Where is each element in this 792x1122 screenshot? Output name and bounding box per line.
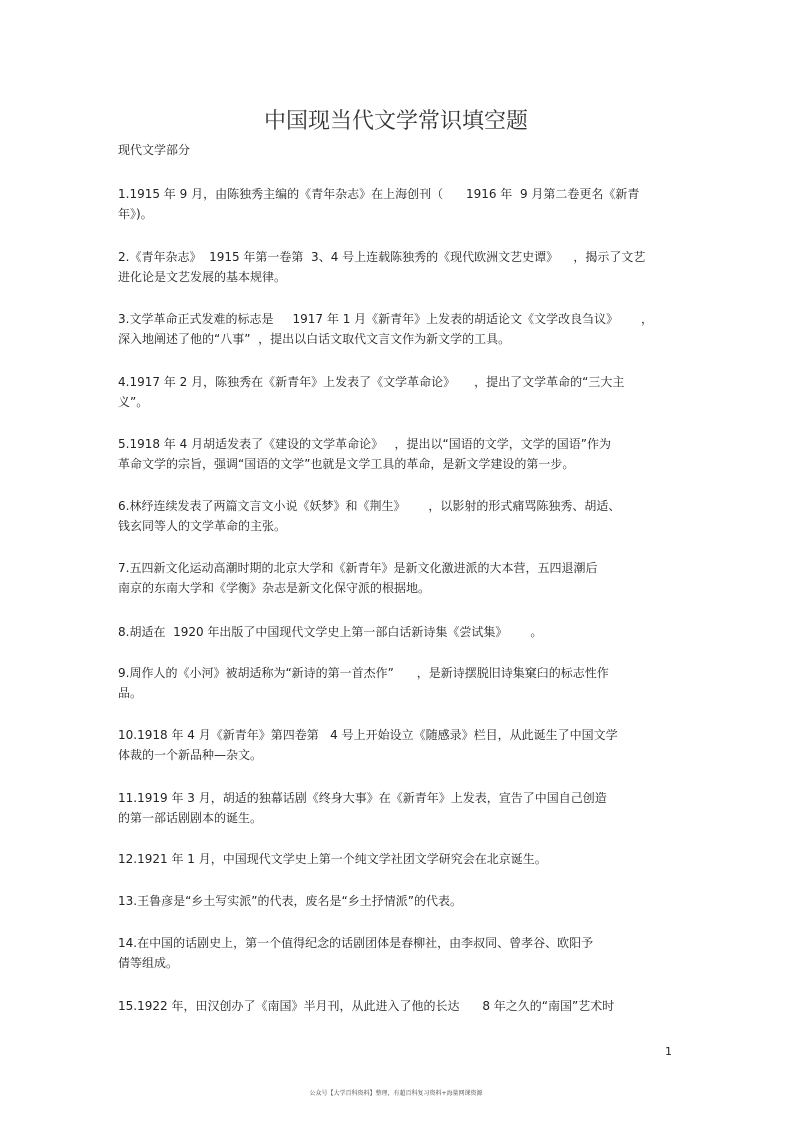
question-item bbox=[118, 496, 678, 536]
question-item bbox=[118, 725, 678, 765]
question-line: 10.1918 年 4 月《新青年》第四卷第 4 号上开始设立《随感录》栏目，从此诞生了中国文学 bbox=[118, 728, 618, 742]
question-line: 8.胡适在 1920 年出版了中国现代文学史上第一部白话新诗集《尝试集》 。 bbox=[118, 625, 543, 639]
question-item bbox=[118, 849, 678, 869]
question-line: 11.1919 年 3 月，胡适的独幕话剧《终身大事》在《新青年》上发表，宣告了中国自己创造 bbox=[118, 791, 607, 805]
question-line: 5.1918 年 4 月胡适发表了《建设的文学革命论》 ，提出以“国语的文学，文学的国语”作为 bbox=[118, 437, 611, 451]
question-line: 6.林纾连续发表了两篇文言文小说《妖梦》和《荆生》 ，以影射的形式痛骂陈独秀、胡适、 bbox=[118, 499, 621, 513]
question-line: 2.《青年杂志》 1915 年第一卷第 3、4 号上连载陈独秀的《现代欧洲文艺史谭》 ，揭示了文艺 bbox=[118, 250, 646, 264]
question-line: 深入地阐述了他的“八事” ，提出以白话文取代文言文作为新文学的工具。 bbox=[118, 332, 511, 346]
footer-note: 公众号【大学百科资料】整理，有超百科复习资料+海量网课资源 bbox=[309, 1090, 483, 1097]
question-item bbox=[118, 891, 678, 911]
question-line: 9.周作人的《小河》被胡适称为“新诗的第一首杰作” ，是新诗摆脱旧诗集窠臼的标志性作 bbox=[118, 666, 609, 680]
question-line: 4.1917 年 2 月，陈独秀在《新青年》上发表了《文学革命论》 ，提出了文学革命的“三大主 bbox=[118, 375, 625, 389]
page-number: 1 bbox=[665, 1045, 672, 1058]
question-item bbox=[118, 372, 678, 412]
question-line: 13.王鲁彦是“乡土写实派”的代表，废名是“乡土抒情派”的代表。 bbox=[118, 894, 462, 908]
question-line: 倩等组成。 bbox=[118, 956, 179, 970]
question-item bbox=[118, 663, 678, 703]
question-line: 革命文学的宗旨，强调“国语的文学”也就是文学工具的革命，是新文学建设的第一步。 bbox=[118, 457, 575, 471]
question-item bbox=[118, 558, 678, 598]
question-item bbox=[118, 184, 678, 224]
question-item bbox=[118, 434, 678, 474]
question-item bbox=[118, 247, 678, 287]
document-title: 中国现当代文学常识填空题 bbox=[263, 109, 528, 134]
question-line: 体裁的一个新品种—杂文。 bbox=[118, 748, 263, 762]
question-item bbox=[118, 788, 678, 828]
question-line: 进化论是文艺发展的基本规律。 bbox=[118, 270, 287, 284]
question-item bbox=[118, 622, 678, 642]
section-heading: 现代文学部分 bbox=[118, 143, 191, 157]
question-item bbox=[118, 309, 678, 349]
question-line: 15.1922 年，田汉创办了《南国》半月刊，从此进入了他的长达 8 年之久的“南国”艺术时 bbox=[118, 999, 615, 1013]
question-line: 品。 bbox=[118, 686, 143, 700]
question-line: 3.文学革命正式发难的标志是 1917 年 1 月《新青年》上发表的胡适论文《文学改良刍议》 ， bbox=[118, 312, 654, 326]
question-item bbox=[118, 933, 678, 973]
question-line: 义”。 bbox=[118, 395, 149, 409]
question-line: 12.1921 年 1 月，中国现代文学史上第一个纯文学社团文学研究会在北京诞生。 bbox=[118, 852, 547, 866]
question-line: 钱玄同等人的文学革命的主张。 bbox=[118, 519, 287, 533]
question-line: 14.在中国的话剧史上，第一个值得纪念的话剧团体是春柳社，由李叔同、曾孝谷、欧阳予 bbox=[118, 936, 594, 950]
question-line: 年》)。 bbox=[118, 207, 153, 221]
question-line: 的第一部话剧剧本的诞生。 bbox=[118, 811, 263, 825]
question-line: 1.1915 年 9 月，由陈独秀主编的《青年杂志》在上海创刊（ 1916 年 9 月第二卷更名《新青 bbox=[118, 187, 640, 201]
question-line: 7.五四新文化运动高潮时期的北京大学和《新青年》是新文化激进派的大本营，五四退潮后 bbox=[118, 561, 598, 575]
question-line: 南京的东南大学和《学衡》杂志是新文化保守派的根据地。 bbox=[118, 581, 431, 595]
question-item bbox=[118, 996, 678, 1016]
